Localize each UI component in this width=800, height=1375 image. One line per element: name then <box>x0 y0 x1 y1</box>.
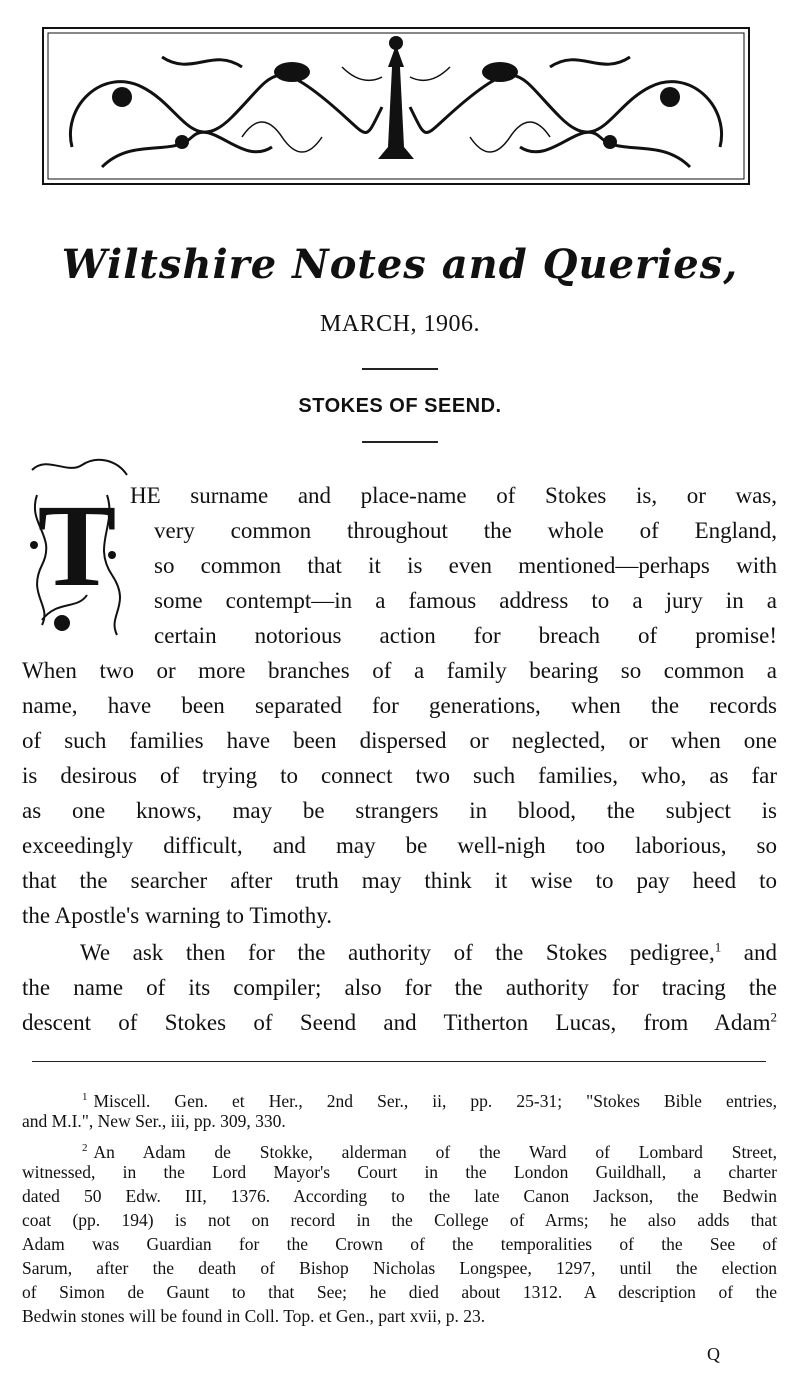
body-line: certain notorious action for breach of promise! <box>154 623 777 648</box>
body-line: HE surname and place-name of Stokes is, or was, <box>130 483 777 508</box>
body-text: We ask then for the authority of the Stokes pedigree, <box>80 940 715 965</box>
body-line: When two or more branches of a family bearing so common a <box>22 658 777 683</box>
body-line: very common throughout the whole of England, <box>154 518 777 543</box>
body-line: the Apostle's warning to Timothy. <box>22 903 332 928</box>
footnote-line: witnessed, in the Lord Mayor's Court in the London Guildhall, a charter <box>22 1162 777 1182</box>
drop-cap-letter: T <box>37 480 117 611</box>
article-title: STOKES OF SEEND. <box>298 395 502 417</box>
footnote-line: coat (pp. 194) is not on record in the College of Arms; he also adds that <box>22 1210 777 1230</box>
footnote-ref: 2 <box>770 1009 777 1025</box>
footnote-line: dated 50 Edw. III, 1376. According to the late Canon Jackson, the Bedwin <box>22 1186 777 1206</box>
footnote-ref: 1 <box>714 939 722 955</box>
body-line: as one knows, may be strangers in blood, the subject is <box>22 798 777 823</box>
footnote-line: and M.I.", New Ser., iii, pp. 309, 330. <box>22 1111 286 1131</box>
footnote-number: 2 <box>82 1142 88 1154</box>
body-line: so common that it is even mentioned—perhaps with <box>154 553 777 578</box>
body-text: descent of Stokes of Seend and Titherton Lucas, from Adam <box>22 1010 771 1035</box>
footnote-line: Adam was Guardian for the Crown of the temporalities of the See of <box>22 1234 777 1254</box>
footnote-line: of Simon de Gaunt to that See; he died about 1312. A description of the <box>22 1282 777 1302</box>
footnote-line: Bedwin stones will be found in Coll. Top. et Gen., part xvii, p. 23. <box>22 1306 486 1326</box>
body-line <box>80 935 777 970</box>
header-ornament <box>42 27 750 185</box>
footnote-line: Sarum, after the death of Bishop Nicholas Longspee, 1297, until the election <box>22 1258 777 1278</box>
journal-title: Wiltshire Notes and Queries, <box>61 241 739 288</box>
signature-mark: Q <box>707 1344 720 1364</box>
title-divider <box>362 441 438 443</box>
body-line: of such families have been dispersed or neglected, or when one <box>22 728 777 753</box>
body-line: name, have been separated for generations, when the records <box>22 693 777 718</box>
body-text: and <box>721 940 777 965</box>
footnote-text: An Adam de Stokke, alderman of the Ward of Lombard Street, <box>93 1141 777 1162</box>
body-line: the name of its compiler; also for the authority for tracing the <box>22 975 777 1000</box>
drop-cap-ornament <box>22 455 132 645</box>
body-line: exceedingly difficult, and may be well-nigh too laborious, so <box>22 833 777 858</box>
body-line: that the searcher after truth may think it wise to pay heed to <box>22 868 777 893</box>
footnote-text: Miscell. Gen. et Her., 2nd Ser., ii, pp. 25-31; "Stokes Bible entries, <box>93 1090 777 1111</box>
body-line <box>22 1005 777 1040</box>
footnote-divider <box>32 1061 766 1062</box>
footnote-number: 1 <box>82 1091 88 1103</box>
issue-date: MARCH, 1906. <box>319 311 481 337</box>
body-line: is desirous of trying to connect two such families, who, as far <box>22 763 777 788</box>
title-divider <box>362 368 438 370</box>
body-line: some contempt—in a famous address to a jury in a <box>154 588 777 613</box>
